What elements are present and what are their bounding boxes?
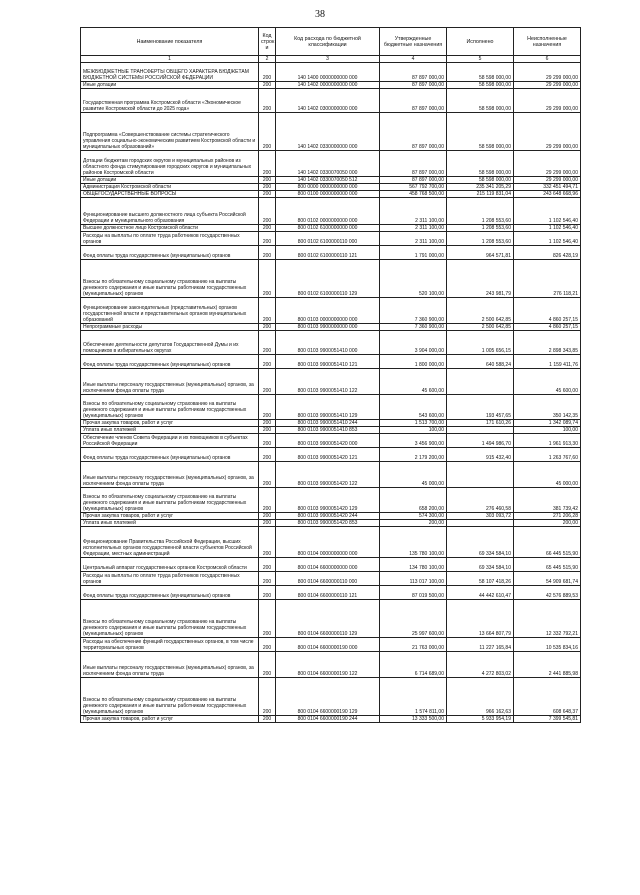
table-row — [81, 113, 581, 151]
row-name-cell: Взносы по обязательному социальному страхованию на выплаты денежного содержания и иные выплаты работникам государственных (муниципальных) органов — [81, 395, 259, 420]
row-code-cell: 200 — [259, 638, 276, 652]
row-name-cell: Государственная программа Костромской области «Экономическое развитие Костромской области до 2025 года» — [81, 89, 259, 113]
unexecuted-amount-cell: 45 600,00 — [514, 369, 581, 395]
row-name-cell: Взносы по обязательному социальному страхованию на выплаты денежного содержания и иные выплаты работникам государственных (муниципальных) органов — [81, 678, 259, 716]
executed-amount-cell: 215 119 831,04 — [447, 191, 514, 198]
unexecuted-amount-cell: 65 445 515,90 — [514, 558, 581, 572]
executed-amount-cell: 235 341 205,29 — [447, 184, 514, 191]
row-code-cell: 200 — [259, 600, 276, 638]
row-code-cell: 200 — [259, 520, 276, 527]
budget-code-cell: 800 0104 0000000000 000 — [276, 527, 380, 558]
budget-code-cell: 800 0104 6600000110 121 — [276, 586, 380, 600]
row-code-cell: 200 — [259, 572, 276, 586]
row-code-cell: 200 — [259, 89, 276, 113]
budget-execution-table — [80, 27, 581, 723]
executed-amount-cell: 640 588,24 — [447, 355, 514, 369]
table-index-row — [81, 56, 581, 63]
row-code-cell: 200 — [259, 462, 276, 488]
row-code-cell: 200 — [259, 427, 276, 434]
unexecuted-amount-cell: 1 342 089,74 — [514, 420, 581, 427]
row-name-cell: Взносы по обязательному социальному страхованию на выплаты денежного содержания и иные выплаты работникам государственных (муниципальных) органов — [81, 488, 259, 513]
unexecuted-amount-cell: 381 739,42 — [514, 488, 581, 513]
unexecuted-amount-cell: 7 399 545,81 — [514, 716, 581, 723]
executed-amount-cell — [447, 427, 514, 434]
unexecuted-amount-cell: 10 535 834,16 — [514, 638, 581, 652]
budget-code-cell: 800 0104 6600000110 129 — [276, 600, 380, 638]
row-name-cell: Прочая закупка товаров, работ и услуг — [81, 716, 259, 723]
budget-code-cell: 800 0102 6100000110 129 — [276, 260, 380, 298]
row-name-cell: Фонд оплаты труда государственных (муниципальных) органов — [81, 355, 259, 369]
row-code-cell: 200 — [259, 113, 276, 151]
executed-amount-cell: 2 500 642,85 — [447, 324, 514, 331]
unexecuted-amount-cell: 29 299 000,00 — [514, 151, 581, 177]
approved-amount-cell: 87 897 000,00 — [380, 63, 447, 82]
unexecuted-amount-cell: 4 860 257,15 — [514, 298, 581, 324]
unexecuted-amount-cell: 2 441 885,98 — [514, 652, 581, 678]
table-row — [81, 527, 581, 558]
budget-code-cell: 800 0104 6600000190 244 — [276, 716, 380, 723]
row-name-cell: Расходы на выплаты по оплате труда работников государственных органов — [81, 572, 259, 586]
budget-code-cell: 140 1402 0300000000 000 — [276, 89, 380, 113]
row-code-cell: 200 — [259, 488, 276, 513]
approved-amount-cell: 87 897 000,00 — [380, 89, 447, 113]
budget-code-cell: 800 0103 9900051410 122 — [276, 369, 380, 395]
row-code-cell: 200 — [259, 184, 276, 191]
budget-code-cell: 800 0104 6600000000 000 — [276, 558, 380, 572]
unexecuted-amount-cell: 12 332 792,21 — [514, 600, 581, 638]
approved-amount-cell: 658 200,00 — [380, 488, 447, 513]
executed-amount-cell: 69 334 584,10 — [447, 558, 514, 572]
unexecuted-amount-cell: 332 451 494,71 — [514, 184, 581, 191]
budget-code-cell: 800 0103 9900051410 129 — [276, 395, 380, 420]
row-code-cell: 200 — [259, 298, 276, 324]
unexecuted-amount-cell: 42 576 889,53 — [514, 586, 581, 600]
row-name-cell: Иные дотации — [81, 177, 259, 184]
executed-amount-cell — [447, 462, 514, 488]
executed-amount-cell — [447, 520, 514, 527]
row-name-cell: Расходы на выплаты по оплате труда работников государственных органов — [81, 232, 259, 246]
executed-amount-cell: 1 005 656,15 — [447, 331, 514, 355]
row-code-cell: 200 — [259, 716, 276, 723]
table-row — [81, 89, 581, 113]
budget-code-cell: 800 0103 9900051420 121 — [276, 448, 380, 462]
row-name-cell: ОБЩЕГОСУДАРСТВЕННЫЕ ВОПРОСЫ — [81, 191, 259, 198]
budget-code-cell: 140 1402 0330070050 000 — [276, 151, 380, 177]
row-code-cell: 200 — [259, 355, 276, 369]
row-name-cell: Взносы по обязательному социальному страхованию на выплаты денежного содержания и иные выплаты работникам государственных (муниципальных) органов — [81, 600, 259, 638]
table-row — [81, 716, 581, 723]
approved-amount-cell: 21 763 000,00 — [380, 638, 447, 652]
budget-code-cell: 800 0103 9900051410 121 — [276, 355, 380, 369]
row-code-cell: 200 — [259, 177, 276, 184]
row-name-cell: МЕЖБЮДЖЕТНЫЕ ТРАНСФЕРТЫ ОБЩЕГО ХАРАКТЕРА БЮДЖЕТАМ БЮДЖЕТНОЙ СИСТЕМЫ РОССИЙСКОЙ ФЕДЕРАЦИИ — [81, 63, 259, 82]
executed-amount-cell: 303 093,72 — [447, 513, 514, 520]
row-name-cell: Уплата иных платежей — [81, 427, 259, 434]
approved-amount-cell: 1 574 811,00 — [380, 678, 447, 716]
table-row — [81, 427, 581, 434]
approved-amount-cell: 2 311 100,00 — [380, 225, 447, 232]
approved-amount-cell: 135 780 100,00 — [380, 527, 447, 558]
approved-amount-cell: 458 768 500,00 — [380, 191, 447, 198]
budget-code-cell: 800 0104 6600000110 000 — [276, 572, 380, 586]
unexecuted-amount-cell: 1 102 546,40 — [514, 232, 581, 246]
table-row — [81, 82, 581, 89]
table-row — [81, 434, 581, 448]
unexecuted-amount-cell: 1 961 913,30 — [514, 434, 581, 448]
executed-amount-cell: 1 208 553,60 — [447, 198, 514, 225]
approved-amount-cell: 87 897 000,00 — [380, 113, 447, 151]
row-name-cell: Фонд оплаты труда государственных (муниципальных) органов — [81, 246, 259, 260]
row-name-cell: Взносы по обязательному социальному страхованию на выплаты денежного содержания и иные выплаты работникам государственных (муниципальных) органов — [81, 260, 259, 298]
unexecuted-amount-cell: 54 909 681,74 — [514, 572, 581, 586]
unexecuted-amount-cell: 243 648 668,96 — [514, 191, 581, 198]
unexecuted-amount-cell: 1 263 767,60 — [514, 448, 581, 462]
executed-amount-cell: 915 432,40 — [447, 448, 514, 462]
unexecuted-amount-cell: 608 648,37 — [514, 678, 581, 716]
budget-code-cell: 800 0103 9900051410 000 — [276, 331, 380, 355]
row-code-cell: 200 — [259, 151, 276, 177]
row-name-cell: Иные выплаты персоналу государственных (муниципальных) органов, за исключением фонда оплаты труда — [81, 462, 259, 488]
unexecuted-amount-cell: 271 206,28 — [514, 513, 581, 520]
table-row — [81, 324, 581, 331]
executed-amount-cell: 11 227 165,84 — [447, 638, 514, 652]
table-row — [81, 448, 581, 462]
table-row — [81, 488, 581, 513]
executed-amount-cell: 4 272 803,02 — [447, 652, 514, 678]
table-row — [81, 225, 581, 232]
approved-amount-cell: 3 456 900,00 — [380, 434, 447, 448]
index-cell: 2 — [259, 56, 276, 63]
row-name-cell: Функционирование Правительства Российской Федерации, высших исполнительных органов государственной власти субъектов Российской Федерации, местных администраций — [81, 527, 259, 558]
budget-code-cell: 800 0103 9900051420 244 — [276, 513, 380, 520]
approved-amount-cell: 87 897 000,00 — [380, 151, 447, 177]
approved-amount-cell: 45 000,00 — [380, 462, 447, 488]
table-row — [81, 520, 581, 527]
budget-code-cell: 800 0102 6100000110 121 — [276, 246, 380, 260]
approved-amount-cell: 200,00 — [380, 520, 447, 527]
row-code-cell: 200 — [259, 324, 276, 331]
row-code-cell: 200 — [259, 369, 276, 395]
table-row — [81, 395, 581, 420]
header-approved: Утвержденные бюджетные назначения — [380, 28, 447, 56]
approved-amount-cell: 520 100,00 — [380, 260, 447, 298]
row-name-cell: Иные дотации — [81, 82, 259, 89]
executed-amount-cell: 243 981,79 — [447, 260, 514, 298]
table-row — [81, 462, 581, 488]
row-name-cell: Администрация Костромской области — [81, 184, 259, 191]
approved-amount-cell: 2 311 100,00 — [380, 232, 447, 246]
executed-amount-cell: 1 494 986,70 — [447, 434, 514, 448]
executed-amount-cell: 58 598 000,00 — [447, 63, 514, 82]
budget-code-cell: 800 0104 6600000190 122 — [276, 652, 380, 678]
approved-amount-cell: 543 600,00 — [380, 395, 447, 420]
executed-amount-cell: 171 610,26 — [447, 420, 514, 427]
approved-amount-cell: 7 360 900,00 — [380, 298, 447, 324]
approved-amount-cell: 6 714 689,00 — [380, 652, 447, 678]
row-code-cell: 200 — [259, 420, 276, 427]
unexecuted-amount-cell: 29 299 000,00 — [514, 113, 581, 151]
table-row — [81, 184, 581, 191]
table-row — [81, 652, 581, 678]
row-name-cell: Расходы на обеспечение функций государственных органов, в том числе территориальных органов — [81, 638, 259, 652]
index-cell: 4 — [380, 56, 447, 63]
row-code-cell: 200 — [259, 260, 276, 298]
row-name-cell: Иные выплаты персоналу государственных (муниципальных) органов, за исключением фонда оплаты труда — [81, 369, 259, 395]
unexecuted-amount-cell: 45 000,00 — [514, 462, 581, 488]
budget-code-cell: 800 0103 9900051420 122 — [276, 462, 380, 488]
approved-amount-cell: 87 019 500,00 — [380, 586, 447, 600]
executed-amount-cell: 58 598 000,00 — [447, 89, 514, 113]
unexecuted-amount-cell: 826 428,19 — [514, 246, 581, 260]
row-code-cell: 200 — [259, 586, 276, 600]
budget-code-cell: 800 0103 0000000000 000 — [276, 298, 380, 324]
executed-amount-cell — [447, 369, 514, 395]
table-row — [81, 369, 581, 395]
unexecuted-amount-cell: 29 299 000,00 — [514, 82, 581, 89]
budget-code-cell: 800 0103 9900051420 853 — [276, 520, 380, 527]
table-row — [81, 513, 581, 520]
row-name-cell: Прочая закупка товаров, работ и услуг — [81, 420, 259, 427]
header-unexecuted: Неисполненные назначения — [514, 28, 581, 56]
row-code-cell: 200 — [259, 246, 276, 260]
budget-code-cell: 800 0103 9900051410 853 — [276, 427, 380, 434]
row-name-cell: Фонд оплаты труда государственных (муниципальных) органов — [81, 586, 259, 600]
table-row — [81, 198, 581, 225]
budget-code-cell: 800 0103 9900051410 244 — [276, 420, 380, 427]
executed-amount-cell: 276 460,58 — [447, 488, 514, 513]
table-body — [81, 63, 581, 723]
unexecuted-amount-cell: 1 102 546,40 — [514, 225, 581, 232]
page-number: 38 — [315, 9, 325, 20]
header-budget-code: Код расхода по бюджетной классификации — [276, 28, 380, 56]
table-row — [81, 177, 581, 184]
row-name-cell: Обеспечение деятельности депутатов Государственной Думы и их помощников в избирательных округах — [81, 331, 259, 355]
table-row — [81, 600, 581, 638]
unexecuted-amount-cell: 29 299 000,00 — [514, 177, 581, 184]
row-code-cell: 200 — [259, 331, 276, 355]
row-code-cell: 200 — [259, 198, 276, 225]
table-row — [81, 260, 581, 298]
executed-amount-cell: 58 598 000,00 — [447, 113, 514, 151]
budget-code-cell: 800 0104 6600000190 129 — [276, 678, 380, 716]
row-code-cell: 200 — [259, 232, 276, 246]
approved-amount-cell: 3 904 000,00 — [380, 331, 447, 355]
table-row — [81, 355, 581, 369]
row-code-cell: 200 — [259, 395, 276, 420]
budget-code-cell: 800 0100 0000000000 000 — [276, 191, 380, 198]
row-code-cell: 200 — [259, 527, 276, 558]
executed-amount-cell: 2 500 642,85 — [447, 298, 514, 324]
budget-code-cell: 140 1402 0330000000 000 — [276, 113, 380, 151]
approved-amount-cell: 134 780 100,00 — [380, 558, 447, 572]
row-name-cell: Высшее должностное лицо Костромской области — [81, 225, 259, 232]
unexecuted-amount-cell: 276 118,21 — [514, 260, 581, 298]
approved-amount-cell: 25 997 600,00 — [380, 600, 447, 638]
row-code-cell: 200 — [259, 225, 276, 232]
row-name-cell: Непрограммные расходы — [81, 324, 259, 331]
executed-amount-cell: 966 162,63 — [447, 678, 514, 716]
unexecuted-amount-cell: 350 142,35 — [514, 395, 581, 420]
table-row — [81, 331, 581, 355]
approved-amount-cell: 7 360 900,00 — [380, 324, 447, 331]
row-code-cell: 200 — [259, 191, 276, 198]
approved-amount-cell: 45 600,00 — [380, 369, 447, 395]
unexecuted-amount-cell: 100,00 — [514, 427, 581, 434]
row-code-cell: 200 — [259, 448, 276, 462]
row-name-cell: Уплата иных платежей — [81, 520, 259, 527]
budget-code-cell: 140 1400 0000000000 000 — [276, 63, 380, 82]
row-code-cell: 200 — [259, 678, 276, 716]
table-row — [81, 586, 581, 600]
table-row — [81, 638, 581, 652]
unexecuted-amount-cell: 2 898 343,85 — [514, 331, 581, 355]
table-row — [81, 420, 581, 427]
index-cell: 5 — [447, 56, 514, 63]
budget-code-cell: 800 0102 6100000110 000 — [276, 232, 380, 246]
approved-amount-cell: 574 300,00 — [380, 513, 447, 520]
executed-amount-cell: 58 598 000,00 — [447, 151, 514, 177]
row-name-cell: Фонд оплаты труда государственных (муниципальных) органов — [81, 448, 259, 462]
approved-amount-cell: 2 179 200,00 — [380, 448, 447, 462]
table-row — [81, 63, 581, 82]
unexecuted-amount-cell: 4 860 257,15 — [514, 324, 581, 331]
table-row — [81, 232, 581, 246]
budget-code-cell: 800 0102 6100000000 000 — [276, 225, 380, 232]
budget-code-cell: 140 1402 0000000000 000 — [276, 82, 380, 89]
header-row-code: Код строк и — [259, 28, 276, 56]
approved-amount-cell: 87 897 000,00 — [380, 177, 447, 184]
approved-amount-cell: 567 792 700,00 — [380, 184, 447, 191]
table-header-row — [81, 28, 581, 56]
unexecuted-amount-cell: 200,00 — [514, 520, 581, 527]
budget-code-cell: 800 0103 9900051420 000 — [276, 434, 380, 448]
budget-code-cell: 800 0102 0000000000 000 — [276, 198, 380, 225]
index-cell: 3 — [276, 56, 380, 63]
executed-amount-cell: 44 442 610,47 — [447, 586, 514, 600]
row-name-cell: Функционирование высшего должностного лица субъекта Российской Федерации и муниципального образования — [81, 198, 259, 225]
table-row — [81, 298, 581, 324]
row-name-cell: Функционирование законодательных (представительных) органов государственной власти и представительных органов муниципальных образований — [81, 298, 259, 324]
header-executed: Исполнено — [447, 28, 514, 56]
executed-amount-cell: 5 933 954,19 — [447, 716, 514, 723]
row-name-cell: Подпрограмма «Совершенствование системы стратегического управления социально-экономическим развитием Костромской области и муниципальных образований» — [81, 113, 259, 151]
unexecuted-amount-cell: 1 159 411,76 — [514, 355, 581, 369]
executed-amount-cell: 964 571,81 — [447, 246, 514, 260]
approved-amount-cell: 100,00 — [380, 427, 447, 434]
index-cell: 6 — [514, 56, 581, 63]
table-row — [81, 572, 581, 586]
unexecuted-amount-cell: 66 445 515,90 — [514, 527, 581, 558]
executed-amount-cell: 13 664 807,79 — [447, 600, 514, 638]
executed-amount-cell: 58 598 000,00 — [447, 82, 514, 89]
unexecuted-amount-cell: 1 102 546,40 — [514, 198, 581, 225]
row-name-cell: Обеспечение членов Совета Федерации и их помощников в субъектах Российской Федерации — [81, 434, 259, 448]
table-row — [81, 191, 581, 198]
budget-code-cell: 800 0104 6600000190 000 — [276, 638, 380, 652]
row-name-cell: Дотации бюджетам городских округов и муниципальных районов из областного фонда стимулирования городских округов и муниципальных районов Костромской области — [81, 151, 259, 177]
row-code-cell: 200 — [259, 63, 276, 82]
budget-code-cell: 800 0103 9900051420 129 — [276, 488, 380, 513]
approved-amount-cell: 1 800 000,00 — [380, 355, 447, 369]
row-name-cell: Центральный аппарат государственных органов Костромской области — [81, 558, 259, 572]
table-row — [81, 246, 581, 260]
header-name: Наименование показателя — [81, 28, 259, 56]
unexecuted-amount-cell: 29 299 000,00 — [514, 89, 581, 113]
executed-amount-cell: 58 107 418,26 — [447, 572, 514, 586]
unexecuted-amount-cell: 29 299 000,00 — [514, 63, 581, 82]
approved-amount-cell: 13 333 500,00 — [380, 716, 447, 723]
approved-amount-cell: 1 513 700,00 — [380, 420, 447, 427]
table-row — [81, 558, 581, 572]
approved-amount-cell: 113 017 100,00 — [380, 572, 447, 586]
approved-amount-cell: 1 791 000,00 — [380, 246, 447, 260]
table-row — [81, 678, 581, 716]
approved-amount-cell: 2 311 100,00 — [380, 198, 447, 225]
executed-amount-cell: 69 334 584,10 — [447, 527, 514, 558]
row-code-cell: 200 — [259, 513, 276, 520]
row-code-cell: 200 — [259, 82, 276, 89]
row-code-cell: 200 — [259, 434, 276, 448]
index-cell: 1 — [81, 56, 259, 63]
table-row — [81, 151, 581, 177]
executed-amount-cell: 58 598 000,00 — [447, 177, 514, 184]
approved-amount-cell: 87 897 000,00 — [380, 82, 447, 89]
budget-code-cell: 140 1402 0330070050 512 — [276, 177, 380, 184]
budget-code-cell: 800 0103 9900000000 000 — [276, 324, 380, 331]
row-name-cell: Прочая закупка товаров, работ и услуг — [81, 513, 259, 520]
executed-amount-cell: 193 457,65 — [447, 395, 514, 420]
executed-amount-cell: 1 208 553,60 — [447, 225, 514, 232]
row-name-cell: Иные выплаты персоналу государственных (муниципальных) органов, за исключением фонда оплаты труда — [81, 652, 259, 678]
executed-amount-cell: 1 208 553,60 — [447, 232, 514, 246]
budget-code-cell: 800 0000 0000000000 000 — [276, 184, 380, 191]
row-code-cell: 200 — [259, 652, 276, 678]
row-code-cell: 200 — [259, 558, 276, 572]
